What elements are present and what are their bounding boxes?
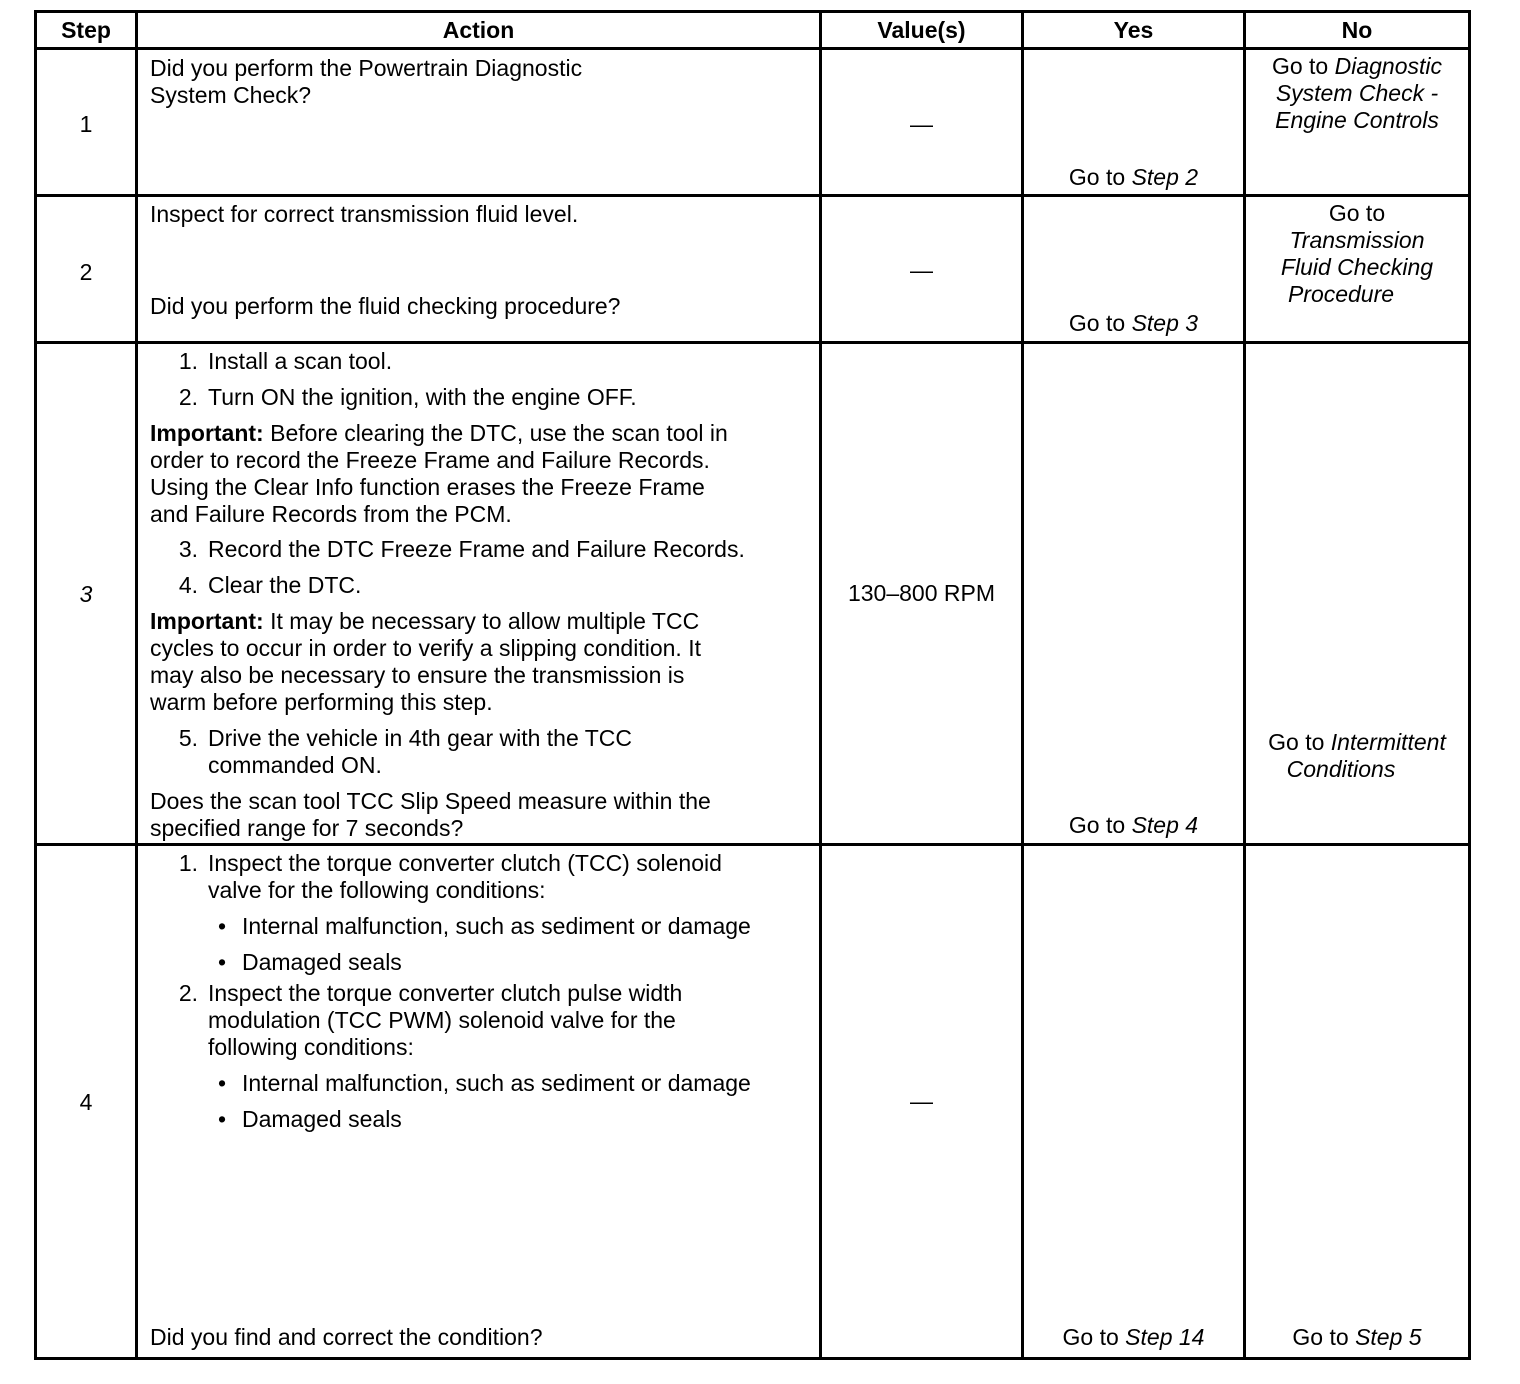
list-item: 2. Turn ON the ignition, with the engine OFF. bbox=[178, 384, 637, 410]
yes-go-to: Go to Step 3 bbox=[1068, 310, 1199, 336]
header-action: Action bbox=[137, 12, 821, 49]
yes-cell bbox=[1023, 845, 1245, 1359]
step-cell bbox=[36, 343, 137, 845]
header-yes: Yes bbox=[1023, 12, 1245, 49]
action-cell bbox=[137, 343, 821, 845]
step-link[interactable]: Step 3 bbox=[1131, 310, 1199, 336]
no-cell bbox=[1245, 49, 1470, 196]
value-text: — bbox=[910, 111, 933, 137]
important-note: Important: It may be necessary to allow multiple TCC cycles to occur in order to verify a slipping condition. It may also be necessary to ensure the transmission is warm before performing this step. bbox=[150, 608, 701, 715]
no-go-to: Go to Diagnostic System Check - Engine Controls bbox=[1271, 53, 1443, 133]
table-row bbox=[36, 343, 1470, 845]
action-text: Did you perform the Powertrain Diagnostic System Check? bbox=[150, 55, 583, 108]
no-cell bbox=[1245, 196, 1470, 343]
header-values: Value(s) bbox=[821, 12, 1023, 49]
list-item: 1. Inspect the torque converter clutch (TCC) solenoid valve for the following conditions: bbox=[178, 850, 722, 903]
no-go-to: Go to Step 5 bbox=[1292, 1324, 1422, 1350]
list-item: 2. Inspect the torque converter clutch pulse width modulation (TCC PWM) solenoid valve for the following conditions: bbox=[178, 980, 683, 1060]
important-note: Important: Before clearing the DTC, use the scan tool in order to record the Freeze Frame and Failure Records. Using the Clear Info function erases the Freeze Frame and Failure Records from the PCM. bbox=[150, 420, 728, 527]
action-cell bbox=[137, 49, 821, 196]
table-row bbox=[36, 196, 1470, 343]
no-cell bbox=[1245, 845, 1470, 1359]
step-cell bbox=[36, 845, 137, 1359]
value-cell bbox=[821, 49, 1023, 196]
bullet-item: • Internal malfunction, such as sediment or damage bbox=[218, 1070, 751, 1096]
list-item: 1. Install a scan tool. bbox=[178, 348, 393, 374]
step-number: 2 bbox=[79, 259, 93, 285]
bullet-item: • Damaged seals bbox=[218, 949, 402, 975]
table-row bbox=[36, 845, 1470, 1359]
yes-cell bbox=[1023, 196, 1245, 343]
action-question: Does the scan tool TCC Slip Speed measure within the specified range for 7 seconds? bbox=[150, 788, 711, 841]
step-cell bbox=[36, 49, 137, 196]
procedure-link[interactable]: Intermittent bbox=[1330, 729, 1446, 755]
value-cell bbox=[821, 343, 1023, 845]
procedure-link[interactable]: Transmission bbox=[1289, 227, 1425, 253]
value-text: — bbox=[910, 1088, 933, 1114]
list-item: 4. Clear the DTC. bbox=[178, 572, 362, 598]
bullet-item: • Damaged seals bbox=[218, 1106, 402, 1132]
action-cell bbox=[137, 196, 821, 343]
header-row bbox=[36, 12, 1470, 49]
yes-go-to: Go to Step 2 bbox=[1068, 164, 1199, 190]
no-go-to: Go to Transmission Fluid Checking Procedure bbox=[1280, 200, 1434, 307]
step-cell bbox=[36, 196, 137, 343]
step-link[interactable]: Step 2 bbox=[1131, 164, 1199, 190]
value-cell bbox=[821, 196, 1023, 343]
bullet-item: • Internal malfunction, such as sediment or damage bbox=[218, 913, 751, 939]
action-text: Inspect for correct transmission fluid level. bbox=[150, 201, 579, 227]
yes-cell bbox=[1023, 343, 1245, 845]
step-number: 4 bbox=[79, 1089, 93, 1115]
diagnostic-table bbox=[34, 10, 1471, 1360]
no-cell bbox=[1245, 343, 1470, 845]
value-text: — bbox=[910, 257, 933, 283]
step-number: 3 bbox=[79, 581, 93, 607]
step-number: 1 bbox=[79, 111, 93, 137]
list-item: 5. Drive the vehicle in 4th gear with the TCC commanded ON. bbox=[178, 725, 632, 778]
yes-cell bbox=[1023, 49, 1245, 196]
step-link[interactable]: Step 4 bbox=[1131, 812, 1199, 838]
step-link[interactable]: Step 14 bbox=[1125, 1324, 1205, 1350]
action-question: Did you find and correct the condition? bbox=[150, 1324, 543, 1350]
value-cell bbox=[821, 845, 1023, 1359]
action-cell bbox=[137, 845, 821, 1359]
yes-go-to: Go to Step 14 bbox=[1062, 1324, 1205, 1350]
table-row bbox=[36, 49, 1470, 196]
value-text: 130–800 RPM bbox=[847, 580, 996, 606]
header-step: Step bbox=[36, 12, 137, 49]
procedure-link[interactable]: Diagnostic bbox=[1334, 53, 1443, 79]
header-no: No bbox=[1245, 12, 1470, 49]
no-go-to: Go to Intermittent Conditions bbox=[1268, 729, 1446, 782]
list-item: 3. Record the DTC Freeze Frame and Failure Records. bbox=[178, 536, 745, 562]
yes-go-to: Go to Step 4 bbox=[1068, 812, 1199, 838]
step-link[interactable]: Step 5 bbox=[1355, 1324, 1422, 1350]
action-question: Did you perform the fluid checking procedure? bbox=[150, 293, 621, 319]
